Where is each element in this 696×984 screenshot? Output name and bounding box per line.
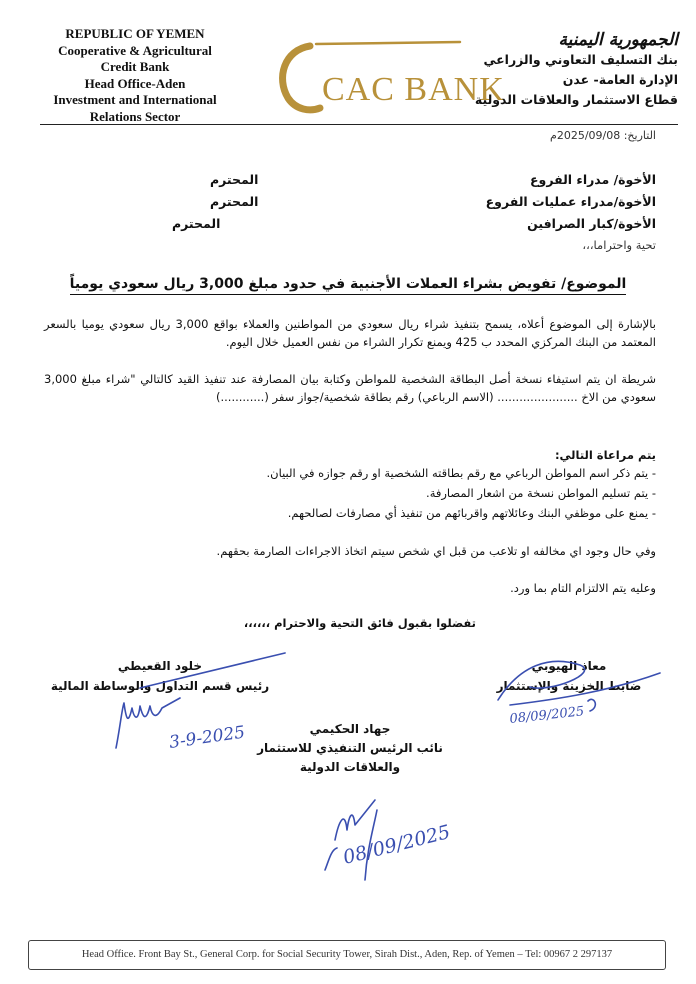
notes-title: يتم مراعاة التالي: xyxy=(554,448,656,462)
header-en-line: Cooperative & Agricultural xyxy=(58,42,212,58)
signatory-title: ضابط الخزينة والإستثمار xyxy=(496,679,642,693)
header-divider xyxy=(40,124,678,125)
header-ar-cursive: الجمهورية اليمنية xyxy=(558,30,678,50)
header-en-line: Head Office-Aden xyxy=(84,75,186,91)
signatory-title: رئيس قسم التداول والوساطة المالية xyxy=(50,679,270,693)
addressee-line: الأخوة/كبار الصرافين xyxy=(527,216,656,231)
handwritten-signature-right xyxy=(490,645,670,730)
signatory-name: خلود القعيطي xyxy=(117,659,203,673)
arabic-letterhead xyxy=(448,30,678,110)
signatory-title: نائب الرئيس التنفيذي للاستثمار xyxy=(257,741,443,755)
addressee-title: المحترم xyxy=(210,172,259,187)
note-item: - يتم ذكر اسم المواطن الرباعي مع رقم بطاقته الشخصية او رقم جوازه في البيان. xyxy=(266,466,656,480)
subject-text: الموضوع/ تفويض بشراء العملات الأجنبية في حدود مبلغ 3,000 ريال سعودي يومياً xyxy=(70,276,627,295)
addressee-title: المحترم xyxy=(172,216,221,231)
header-ar-line: الإدارة العامة- عدن xyxy=(562,72,678,87)
header-en-line: Credit Bank xyxy=(100,59,170,74)
paragraph-2: شريطة ان يتم استيفاء نسخة أصل البطاقة الشخصية للمواطن وكتابة بيان المصارفة عند تنفيذ القيد كالتالي "شراء مبلغ 3,000 سعودي من الاخ ...................... (الاسم الرباعي) رقم بطاقة شخصية/جواز سفر (............) xyxy=(44,372,656,404)
note-item: - يتم تسليم المواطن نسخة من اشعار المصارفة. xyxy=(426,486,656,500)
paragraph-1: بالإشارة إلى الموضوع أعلاه، يسمح بتنفيذ شراء ريال سعودي من المواطنين والعملاء بواقع 3,000 ريال سعودي يوميا بالسعر المعتمد من البنك المركزي المحدد ب 425 ويمنع تكرار الشراء من نفس العميل خلال اليوم. xyxy=(44,317,656,349)
addressee-title: المحترم xyxy=(210,194,259,209)
addressee-line: الأخوة/مدراء عمليات الفروع xyxy=(485,194,656,209)
paragraph-3: وفي حال وجود اي مخالفه او تلاعب من قبل اي شخص سيتم اتخاذ الاجراءات الصارمة بحقهم. xyxy=(216,544,656,558)
signatory-name: معاذ الهيوبي xyxy=(531,659,607,673)
logo-text: CAC BANK xyxy=(322,71,505,108)
closing-line: تفضلوا بقبول فائق التحية والاحترام ،،،،،، xyxy=(243,616,476,630)
header-ar-line: قطاع الاستثمار والعلاقات الدولية xyxy=(474,92,678,107)
addressee-line: الأخوة/ مدراء الفروع xyxy=(530,172,656,187)
handwritten-signature-center xyxy=(315,790,485,885)
header-en-line: REPUBLIC OF YEMEN xyxy=(65,26,205,41)
handwritten-date: 08/09/2025 xyxy=(340,821,453,869)
signatory-title: والعلاقات الدولية xyxy=(299,760,401,774)
letter-footer: Head Office. Front Bay St., General Corp. for Social Security Tower, Sirah Dist., Aden, Rep. of Yemen – Tel: 00967 2 297137 xyxy=(28,940,666,970)
letter-subject xyxy=(40,276,656,292)
note-item: - يمنع على موظفي البنك وعائلاتهم واقربائهم من تنفيذ أي مصارفات لصالحهم. xyxy=(287,506,656,520)
handwritten-date: 08/09/2025 xyxy=(508,704,585,727)
handwritten-signature-left xyxy=(110,648,300,758)
cac-bank-logo xyxy=(270,38,505,118)
paragraph-4: وعليه يتم الالتزام التام بما ورد. xyxy=(510,581,656,595)
signatory-name: جهاد الحكيمي xyxy=(309,722,391,736)
greeting: تحية واحتراما،،، xyxy=(582,238,656,252)
english-letterhead xyxy=(40,26,230,125)
letter-date: التاريخ: 2025/09/08م xyxy=(550,129,656,142)
header-en-line: Relations Sector xyxy=(89,108,181,124)
handwritten-date: 3-9-2025 xyxy=(167,722,247,753)
header-ar-line: بنك التسليف التعاوني والزراعي xyxy=(483,52,678,67)
header-en-line: Investment and International xyxy=(53,92,217,107)
